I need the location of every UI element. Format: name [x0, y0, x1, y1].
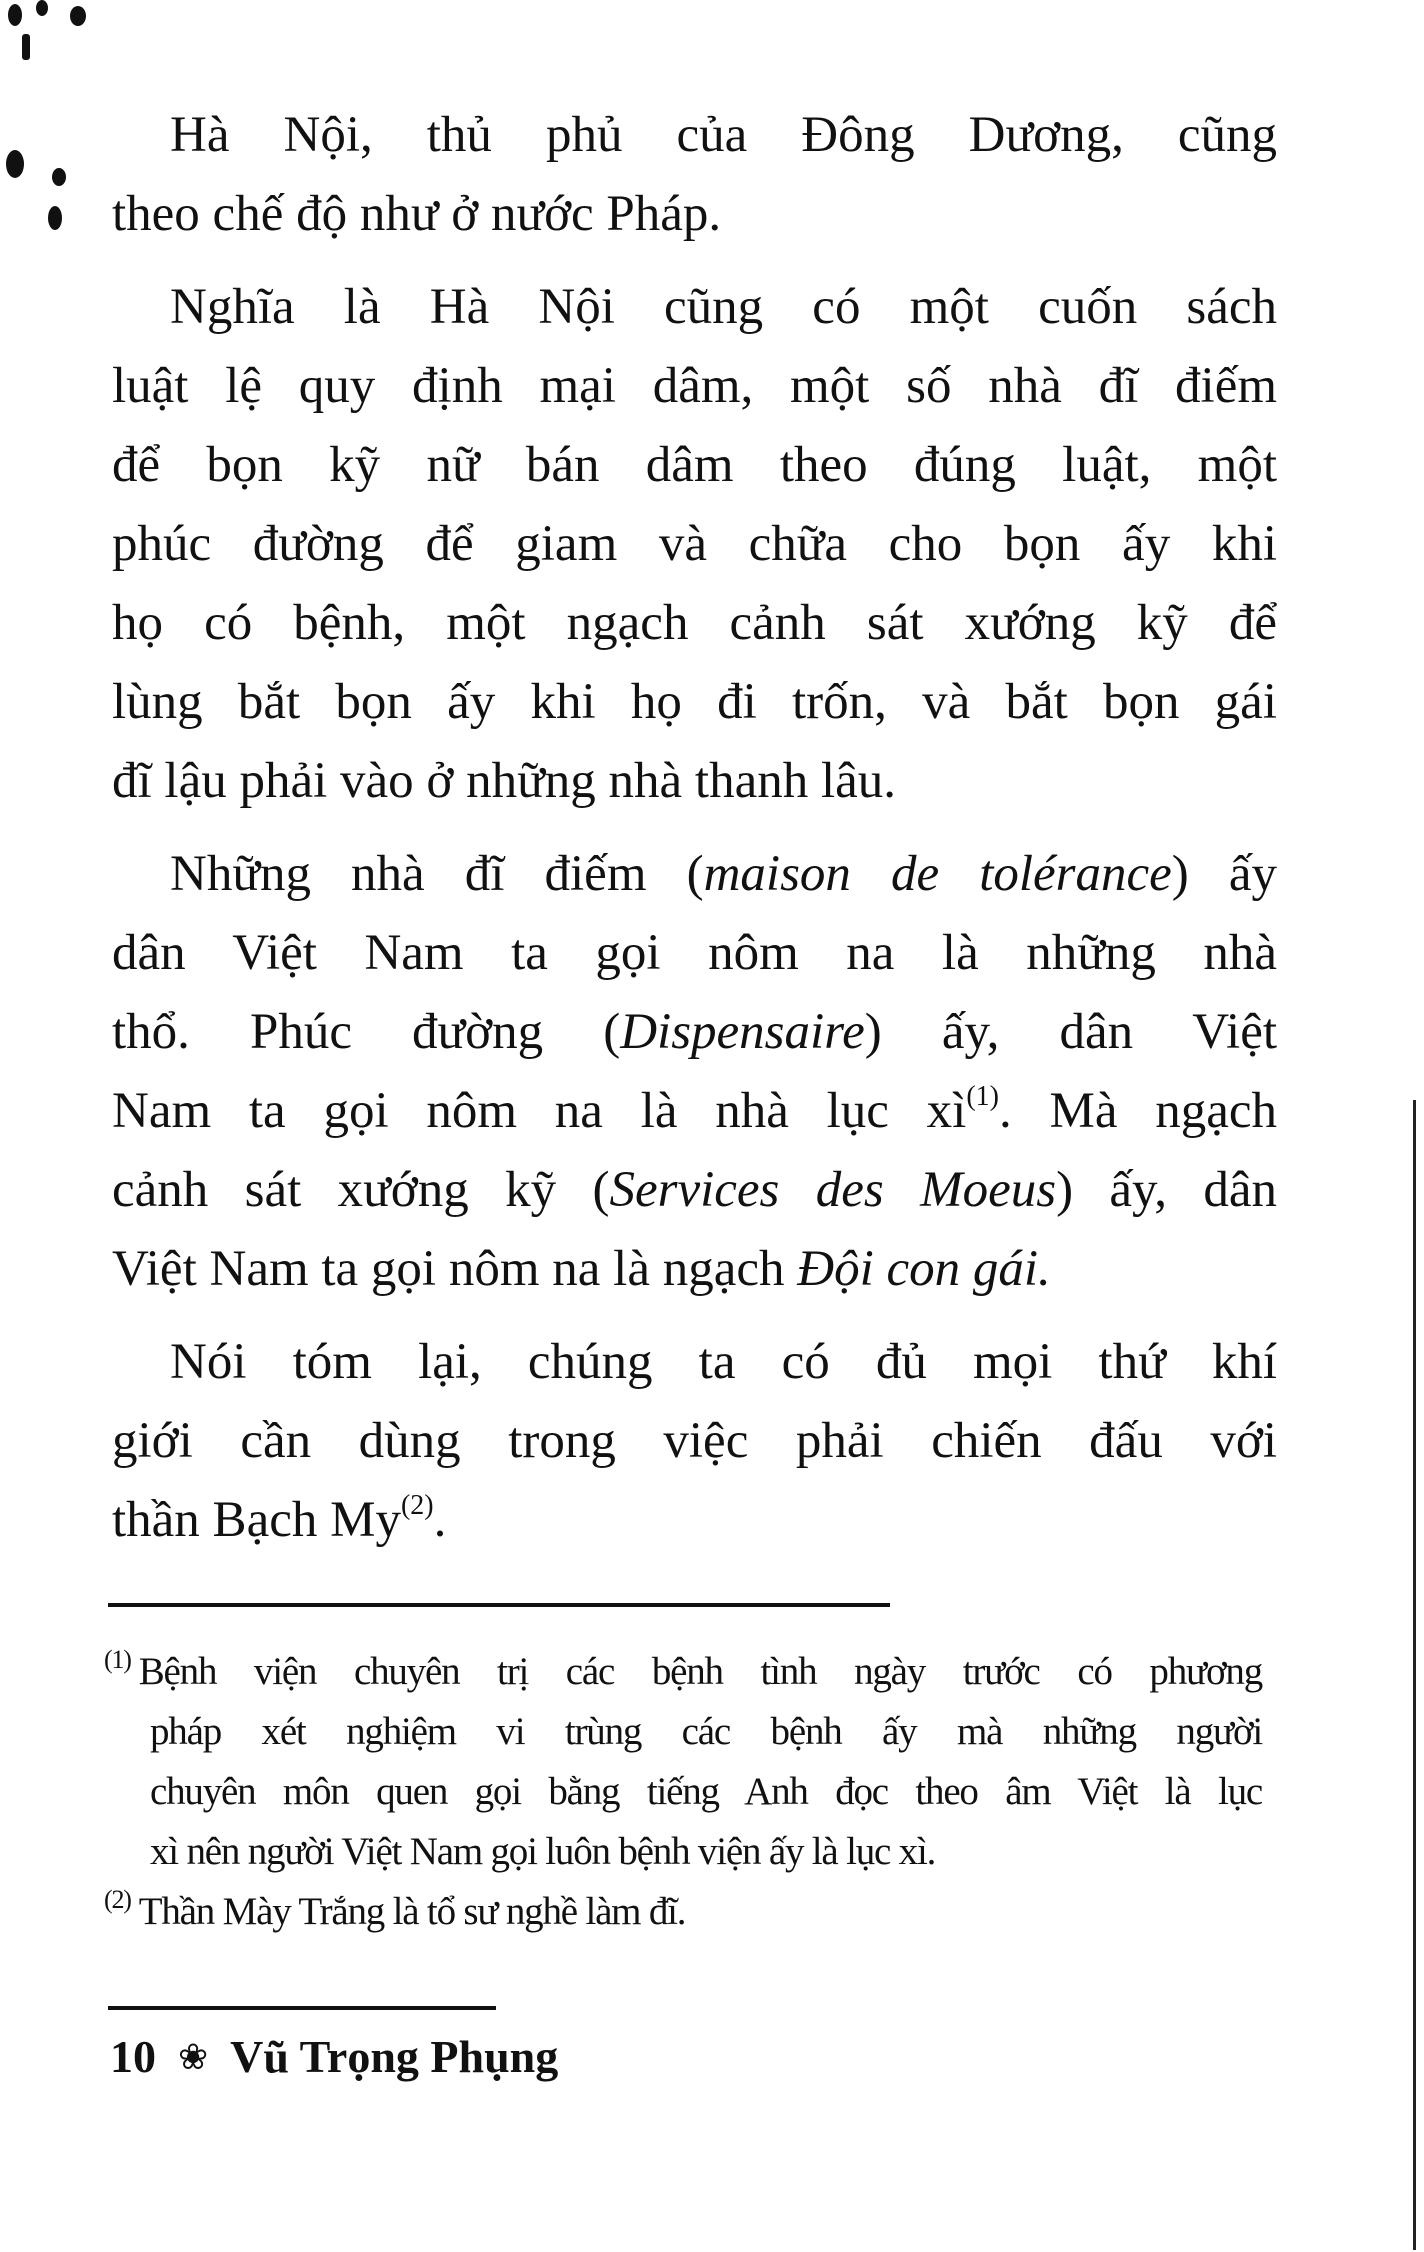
- text-line: [112, 1072, 1277, 1151]
- footnote-line: [104, 1882, 1262, 1942]
- text-segment: cảnh sát xướng kỹ (: [112, 1162, 610, 1218]
- text-line: [112, 505, 1277, 584]
- text-line: [112, 584, 1277, 663]
- text-line: [112, 96, 1277, 175]
- text-segment: thần Bạch My: [112, 1492, 401, 1548]
- text-segment: ) ấy, dân: [1056, 1162, 1277, 1218]
- text-line: [112, 1151, 1277, 1230]
- footnote-reference: (1): [966, 1081, 999, 1112]
- text-segment: thổ. Phúc đường (: [112, 1004, 621, 1060]
- page-footer: [110, 2030, 558, 2083]
- ink-mark: [70, 6, 86, 26]
- italic-text: Đội con gái.: [797, 1241, 1051, 1297]
- text-segment: Nghĩa là Hà Nội cũng có một cuốn sách: [170, 279, 1277, 335]
- footnote-marker: (1): [104, 1645, 131, 1674]
- text-segment: lùng bắt bọn ấy khi họ đi trốn, và bắt bọn gái: [112, 674, 1277, 730]
- ink-mark: [8, 4, 22, 26]
- footnote-line: [104, 1702, 1262, 1762]
- ink-mark: [36, 0, 48, 16]
- text-segment: để bọn kỹ nữ bán dâm theo đúng luật, một: [112, 437, 1277, 493]
- body-text: [112, 96, 1277, 1574]
- footnote-text: xì nên người Việt Nam gọi luôn bệnh viện ấy là lục xì.: [150, 1830, 936, 1873]
- text-line: [112, 175, 1277, 254]
- page-number: 10: [110, 2031, 156, 2082]
- text-segment: họ có bệnh, một ngạch cảnh sát xướng kỹ để: [112, 595, 1277, 651]
- ink-mark: [6, 150, 24, 178]
- author-name: Vũ Trọng Phụng: [230, 2031, 559, 2082]
- text-segment: Nam ta gọi nôm na là nhà lục xì: [112, 1083, 967, 1139]
- text-line: [112, 663, 1277, 742]
- paragraph: [112, 96, 1277, 254]
- text-line: [112, 268, 1277, 347]
- paragraph: [112, 268, 1277, 821]
- text-segment: giới cần dùng trong việc phải chiến đấu với: [112, 1413, 1277, 1469]
- footnote-text: pháp xét nghiệm vi trùng các bệnh ấy mà những người: [150, 1710, 1262, 1753]
- text-segment: Việt Nam ta gọi nôm na là ngạch: [112, 1241, 798, 1297]
- italic-text: maison de tolérance: [703, 846, 1172, 902]
- text-segment: theo chế độ như ở nước Pháp.: [112, 186, 722, 242]
- text-segment: đĩ lậu phải vào ở những nhà thanh lâu.: [112, 753, 897, 809]
- footnotes: [104, 1642, 1262, 1942]
- text-line: [112, 1481, 1277, 1560]
- footnote-line: [104, 1822, 1262, 1882]
- text-segment: .: [433, 1492, 447, 1548]
- text-line: [112, 1323, 1277, 1402]
- text-segment: ) ấy: [1171, 846, 1277, 902]
- text-line: [112, 914, 1277, 993]
- footnote-divider: [108, 1603, 890, 1607]
- page-edge-line: [1413, 1100, 1416, 2250]
- footnote-marker: (2): [104, 1885, 131, 1914]
- ink-mark: [48, 206, 62, 230]
- text-line: [112, 426, 1277, 505]
- paragraph: [112, 835, 1277, 1309]
- footer-divider: [108, 2006, 496, 2010]
- text-segment: dân Việt Nam ta gọi nôm na là những nhà: [112, 925, 1277, 981]
- flower-icon: ❀: [178, 2036, 209, 2077]
- text-segment: Hà Nội, thủ phủ của Đông Dương, cũng: [170, 107, 1277, 163]
- text-segment: . Mà ngạch: [998, 1083, 1277, 1139]
- text-line: [112, 993, 1277, 1072]
- italic-text: Dispensaire: [620, 1004, 865, 1060]
- footnote-reference: (2): [400, 1490, 434, 1521]
- text-segment: luật lệ quy định mại dâm, một số nhà đĩ điếm: [112, 358, 1277, 414]
- text-segment: ) ấy, dân Việt: [864, 1004, 1277, 1060]
- text-segment: Những nhà đĩ điếm (: [170, 846, 704, 902]
- text-segment: phúc đường để giam và chữa cho bọn ấy khi: [112, 516, 1277, 572]
- ink-mark: [52, 168, 66, 186]
- footnote-text: Thần Mày Trắng là tổ sư nghề làm đĩ.: [138, 1890, 686, 1933]
- text-line: [112, 1230, 1277, 1309]
- text-line: [112, 347, 1277, 426]
- paragraph: [112, 1323, 1277, 1560]
- footnote-line: [104, 1642, 1262, 1702]
- text-line: [112, 742, 1277, 821]
- text-line: [112, 1402, 1277, 1481]
- text-segment: Nói tóm lại, chúng ta có đủ mọi thứ khí: [170, 1334, 1277, 1390]
- italic-text: Services des Moeus: [609, 1162, 1057, 1218]
- footnote-line: [104, 1762, 1262, 1822]
- ink-mark: [22, 34, 30, 60]
- footnote-text: chuyên môn quen gọi bằng tiếng Anh đọc theo âm Việt là lục: [150, 1770, 1262, 1813]
- footnote-text: Bệnh viện chuyên trị các bệnh tình ngày trước có phương: [138, 1650, 1262, 1693]
- text-line: [112, 835, 1277, 914]
